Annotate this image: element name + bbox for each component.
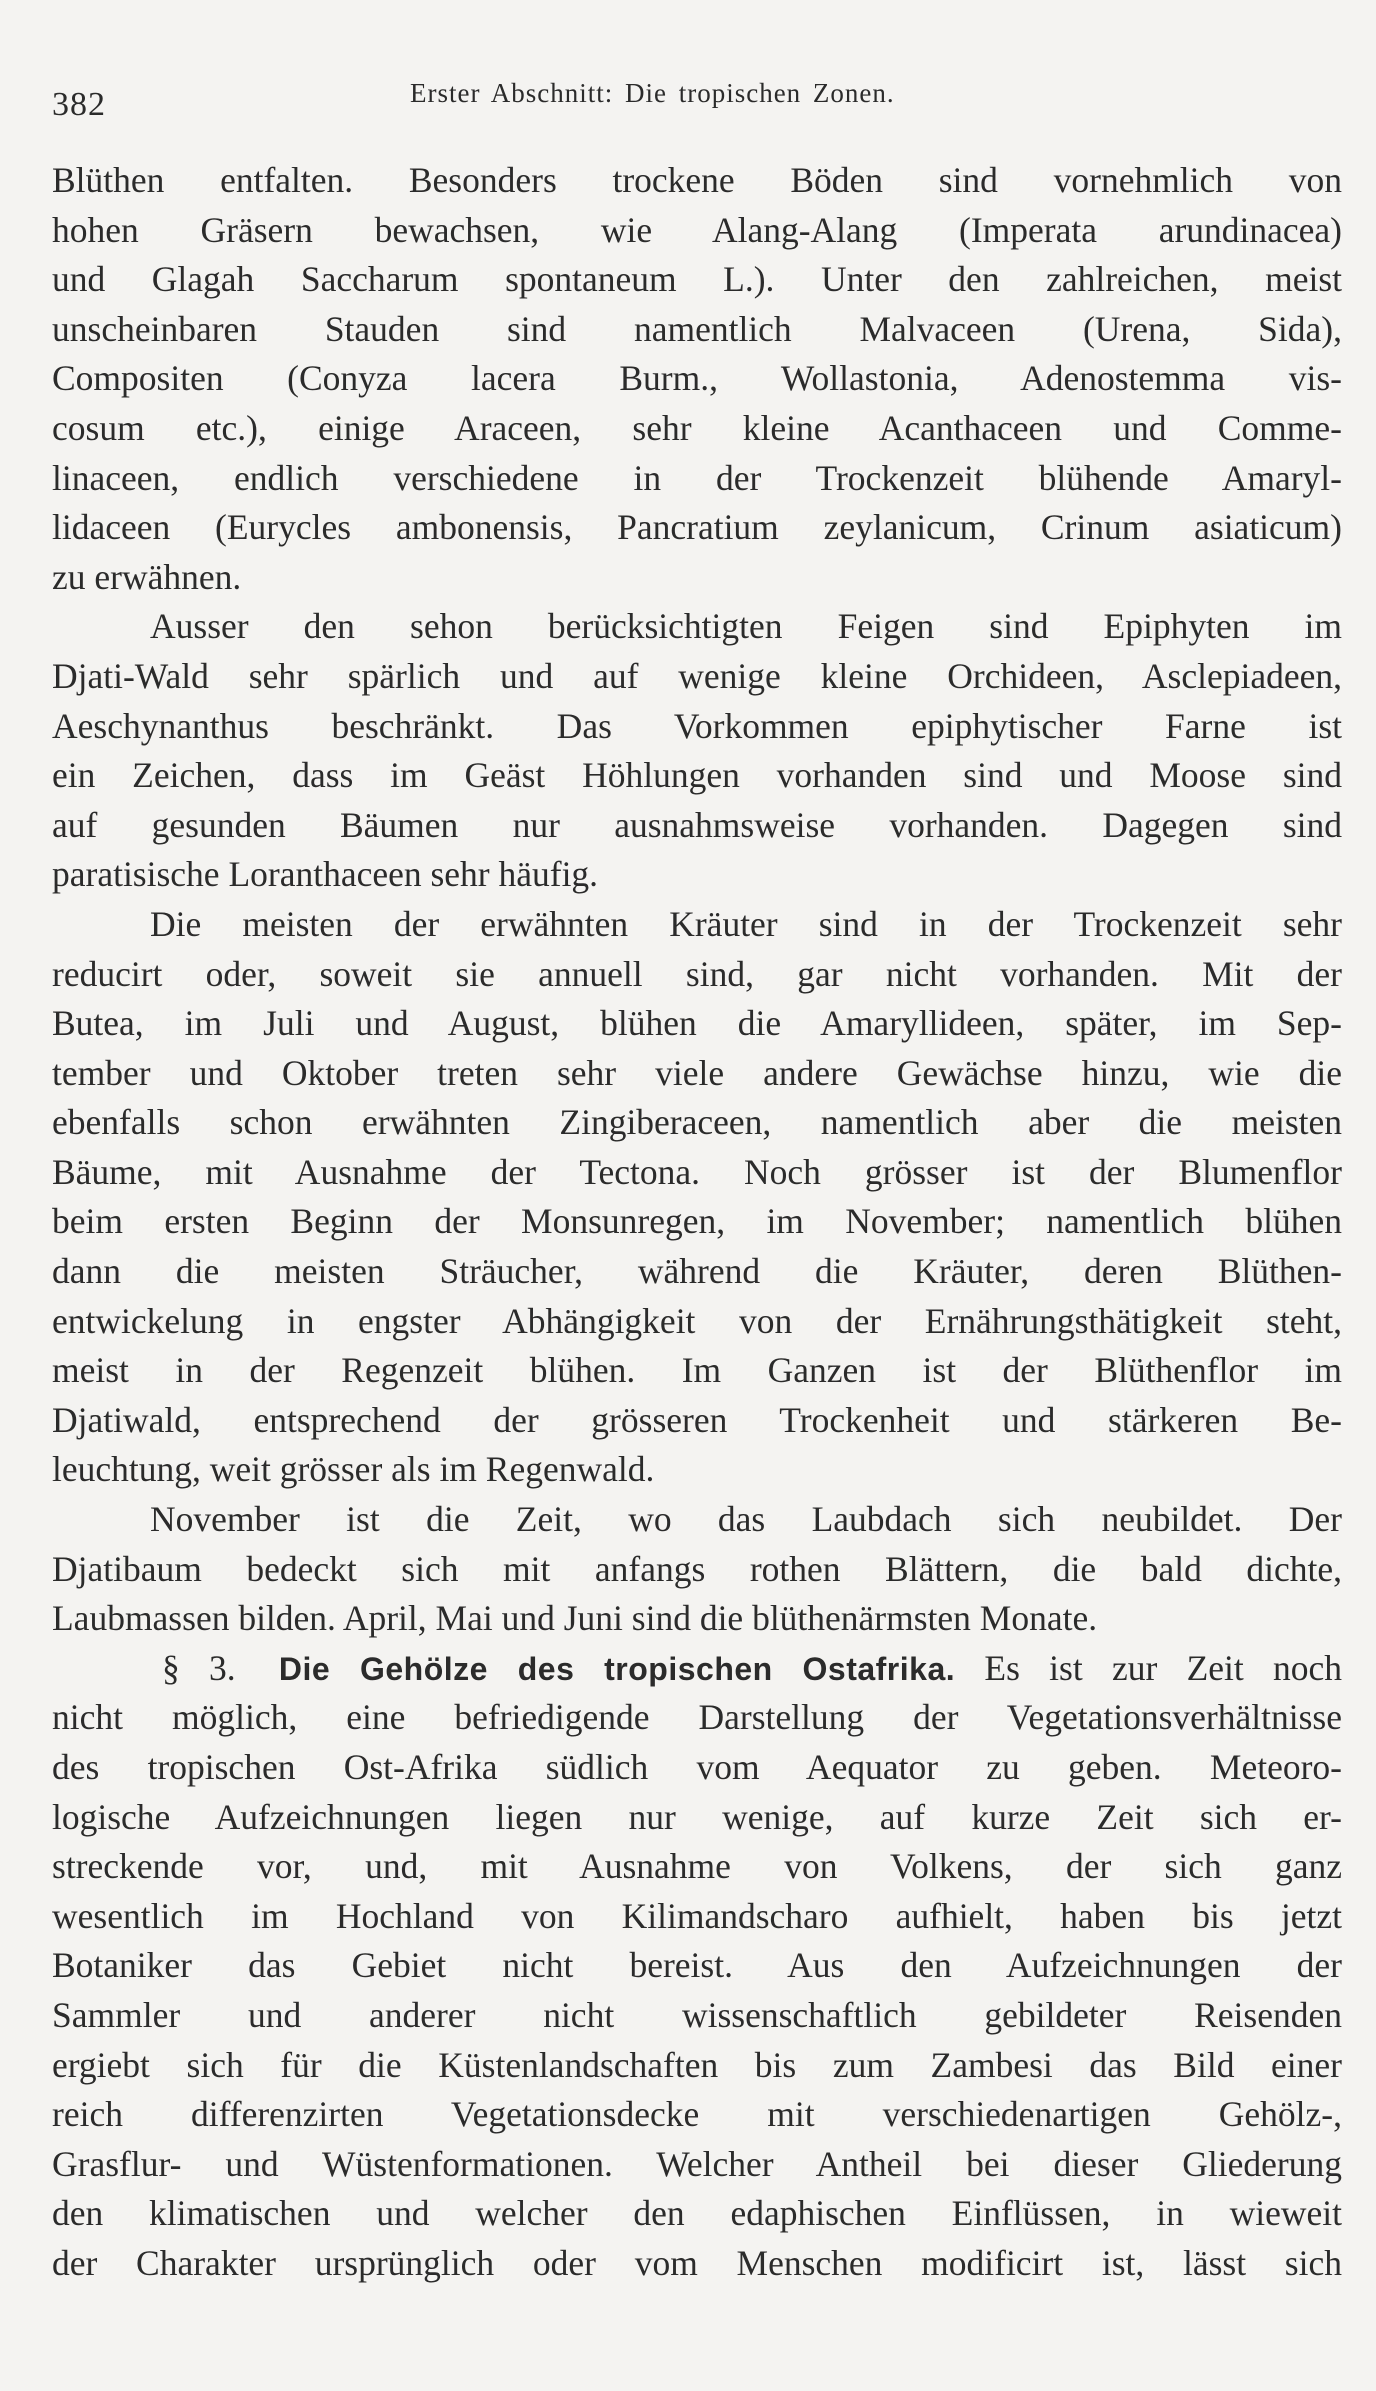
text-line: ein Zeichen, dass im Geäst Höhlungen vorhanden sind und Moose sind <box>52 755 1342 796</box>
text-line: lidaceen (Eurycles ambonensis, Pancratium zeylanicum, Crinum asiaticum) <box>52 507 1342 548</box>
text-line: reich differenzirten Vegetationsdecke mit verschiedenartigen Gehölz-, <box>52 2094 1342 2135</box>
section-heading-line <box>52 1644 1342 1694</box>
text-line: der Charakter ursprünglich oder vom Menschen modificirt ist, lässt sich <box>52 2242 1342 2283</box>
text-line: cosum etc.), einige Araceen, sehr kleine Acanthaceen und Comme- <box>52 407 1342 448</box>
text-line: Bäume, mit Ausnahme der Tectona. Noch grösser ist der Blumenflor <box>52 1151 1342 1192</box>
running-title: Erster Abschnitt: Die tropischen Zonen. <box>410 78 895 108</box>
text-line: paratisische Loranthaceen sehr häufig. <box>52 854 599 895</box>
text-line: des tropischen Ost-Afrika südlich vom Aequator zu geben. Meteoro- <box>52 1747 1342 1787</box>
text-line: Sammler und anderer nicht wissenschaftlich gebildeter Reisenden <box>52 1994 1342 2035</box>
text-line: den klimatischen und welcher den edaphischen Einflüssen, in wieweit <box>52 2193 1342 2234</box>
text-line: beim ersten Beginn der Monsunregen, im November; namentlich blühen <box>52 1201 1342 1242</box>
text-line: auf gesunden Bäumen nur ausnahmsweise vorhanden. Dagegen sind <box>52 804 1342 845</box>
text-line: entwickelung in engster Abhängigkeit von der Ernährungsthätigkeit steht, <box>52 1300 1342 1341</box>
text-line: Butea, im Juli und August, blühen die Amaryllideen, später, im Sep- <box>52 1003 1342 1044</box>
text-line: nicht möglich, eine befriedigende Darstellung der Vegetationsverhältnisse <box>52 1697 1342 1738</box>
text-line: hohen Gräsern bewachsen, wie Alang-Alang (Imperata arundinacea) <box>52 209 1342 250</box>
text-line: Compositen (Conyza lacera Burm., Wollastonia, Adenostemma vis- <box>52 358 1342 399</box>
text-line: Djatibaum bedeckt sich mit anfangs rothen Blättern, die bald dichte, <box>52 1548 1342 1589</box>
text-line: Grasflur- und Wüstenformationen. Welcher Antheil bei dieser Gliederung <box>52 2143 1342 2184</box>
text-line: Blüthen entfalten. Besonders trockene Böden sind vornehmlich von <box>52 160 1342 200</box>
text-line: meist in der Regenzeit blühen. Im Ganzen ist der Blüthenflor im <box>52 1350 1342 1391</box>
text-line: und Glagah Saccharum spontaneum L.). Unter den zahlreichen, meist <box>52 259 1342 300</box>
text-line: streckende vor, und, mit Ausnahme von Volkens, der sich ganz <box>52 1846 1342 1887</box>
section-first-line-rest: Es ist zur Zeit noch <box>984 1647 1343 1688</box>
text-line: reducirt oder, soweit sie annuell sind, gar nicht vorhanden. Mit der <box>52 953 1342 994</box>
text-line: Djatiwald, entsprechend der grösseren Trockenheit und stärkeren Be- <box>52 1399 1342 1440</box>
text-line: Ausser den sehon berücksichtigten Feigen sind Epiphyten im <box>150 606 1342 647</box>
text-line: Aeschynanthus beschränkt. Das Vorkommen epiphytischer Farne ist <box>52 705 1342 746</box>
text-line: zu erwähnen. <box>52 556 242 597</box>
body-text <box>52 156 1342 2289</box>
page-number: 382 <box>52 86 106 123</box>
text-line: ebenfalls schon erwähnten Zingiberaceen, namentlich aber die meisten <box>52 1102 1342 1143</box>
text-line: Die meisten der erwähnten Kräuter sind in der Trockenzeit sehr <box>150 903 1342 944</box>
text-line: dann die meisten Sträucher, während die Kräuter, deren Blüthen- <box>52 1251 1342 1292</box>
text-line: wesentlich im Hochland von Kilimandscharo aufhielt, haben bis jetzt <box>52 1895 1342 1936</box>
text-line: Laubmassen bilden. April, Mai und Juni sind die blüthenärmsten Monate. <box>52 1598 1098 1639</box>
text-line: Botaniker das Gebiet nicht bereist. Aus den Aufzeichnungen der <box>52 1945 1342 1986</box>
section-mark: § 3. <box>162 1647 236 1688</box>
text-line: November ist die Zeit, wo das Laubdach sich neubildet. Der <box>150 1499 1342 1540</box>
section-title: Die Gehölze des tropischen Ostafrika. <box>278 1650 956 1687</box>
text-line: Djati-Wald sehr spärlich und auf wenige kleine Orchideen, Asclepiadeen, <box>52 655 1342 696</box>
text-line: leuchtung, weit grösser als im Regenwald. <box>52 1449 655 1490</box>
page-header <box>52 72 1342 122</box>
text-line: unscheinbaren Stauden sind namentlich Malvaceen (Urena, Sida), <box>52 308 1342 349</box>
text-line: logische Aufzeichnungen liegen nur wenige, auf kurze Zeit sich er- <box>52 1796 1342 1837</box>
text-line: linaceen, endlich verschiedene in der Trockenzeit blühende Amaryl- <box>52 457 1342 498</box>
text-line: ergiebt sich für die Küstenlandschaften bis zum Zambesi das Bild einer <box>52 2044 1342 2085</box>
text-line: tember und Oktober treten sehr viele andere Gewächse hinzu, wie die <box>52 1052 1342 1093</box>
